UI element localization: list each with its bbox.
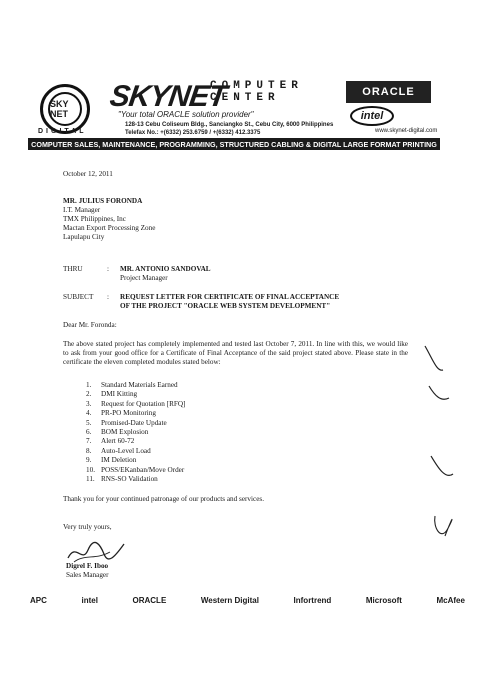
recipient-block <box>63 197 155 242</box>
recipient-name: MR. JULIUS FORONDA <box>63 197 143 205</box>
company-tagline: "Your total ORACLE solution provider" <box>118 110 254 119</box>
module-number: 8. <box>86 446 92 455</box>
subject-label: SUBJECT <box>63 293 94 301</box>
module-item <box>86 381 185 390</box>
module-item <box>86 428 185 437</box>
address-line-2: Telefax No.: +(6332) 253.6759 / +(6332) 412.3375 <box>125 130 261 136</box>
partner-logo: Western Digital <box>200 595 259 605</box>
subject-line-1: REQUEST LETTER FOR CERTIFICATE OF FINAL ACCEPTANCE <box>120 293 340 301</box>
module-item <box>86 456 185 465</box>
module-label: Promised-Date Update <box>101 418 167 427</box>
website-link: www.skynet-digital.com <box>375 128 438 134</box>
partner-logo: intel <box>81 595 98 605</box>
module-number: 1. <box>86 381 92 389</box>
module-item <box>86 399 186 409</box>
module-item <box>86 390 185 399</box>
module-item <box>86 465 185 475</box>
thru-colon: : <box>107 265 109 273</box>
letter-date: October 12, 2011 <box>63 170 113 178</box>
address-line-1: 128-13 Cebu Coliseum Bldg., Sanciangko St., Cebu City, 6000 Philippines <box>125 122 334 128</box>
module-label: DMI Kitting <box>101 390 138 399</box>
module-number: 4. <box>86 409 92 418</box>
company-brand: SKYNET <box>107 80 229 113</box>
recipient-address-1: Mactan Export Processing Zone <box>63 224 156 232</box>
module-label: POSS/EKanban/Move Order <box>101 465 185 474</box>
module-number: 2. <box>86 390 92 399</box>
module-item <box>86 446 185 456</box>
digital-label: DIGITAL <box>38 128 87 135</box>
partner-logo: APC <box>30 595 47 605</box>
company-name <box>210 80 303 104</box>
module-label: RNS-SO Validation <box>101 475 158 484</box>
oracle-partner-logo: ORACLE <box>346 81 431 103</box>
module-label: Standard Materials Earned <box>101 381 178 389</box>
module-number: 9. <box>86 456 92 465</box>
body-paragraph: The above stated project has completely implemented and tested last October 7, 2011. In line with this, we would like to ask from your good office for a Certificate of Final Acceptance of the said project stated above. Please state in the certificate the eleven completed modules stated below: <box>63 340 408 367</box>
module-item <box>86 475 185 484</box>
closing-note: Thank you for your continued patronage of our products and services. <box>63 495 264 503</box>
thru-name: MR. ANTONIO SANDOVAL <box>120 265 211 273</box>
recipient-company: TMX Philippines, Inc <box>63 215 126 223</box>
thru-title: Project Manager <box>120 274 168 282</box>
signer-name: Digrel F. Iboo <box>66 562 109 570</box>
thru-block <box>120 265 211 283</box>
module-label: Alert 60-72 <box>101 437 135 446</box>
complimentary-close: Very truly yours, <box>63 523 112 531</box>
partner-logo: ORACLE <box>132 595 167 605</box>
partner-logos <box>30 590 465 610</box>
services-banner: COMPUTER SALES, MAINTENANCE, PROGRAMMING, STRUCTURED CABLING & DIGITAL LARGE FORMAT PRINTING <box>28 138 440 150</box>
intel-partner-logo: intel <box>350 106 394 126</box>
partner-logo: McAfee <box>436 595 465 605</box>
partner-logo: Microsoft <box>365 595 402 605</box>
subject-line-2: OF THE PROJECT "ORACLE WEB SYSTEM DEVELOPMENT" <box>120 302 331 310</box>
subject-block <box>120 293 339 311</box>
seal-text: SKY NET <box>48 92 82 126</box>
module-label: BOM Explosion <box>101 428 149 437</box>
module-label: PR-PO Monitoring <box>101 409 156 418</box>
margin-initials <box>415 340 465 560</box>
company-line-2: CENTER <box>210 92 280 104</box>
module-number: 3. <box>86 399 92 408</box>
module-number: 6. <box>86 428 92 437</box>
module-label: Request for Quotation [RFQ] <box>101 399 186 408</box>
recipient-address-2: Lapulapu City <box>63 233 105 241</box>
module-number: 11. <box>86 475 95 484</box>
salutation: Dear Mr. Foronda: <box>63 321 117 329</box>
company-line-1: COMPUTER <box>210 80 303 92</box>
company-seal <box>40 84 90 134</box>
module-item <box>86 437 185 446</box>
module-label: IM Deletion <box>101 456 137 465</box>
thru-label: THRU <box>63 265 83 273</box>
module-item <box>86 418 185 428</box>
signer-title: Sales Manager <box>66 571 109 579</box>
module-number: 5. <box>86 418 92 427</box>
recipient-title: I.T. Manager <box>63 206 101 214</box>
subject-colon: : <box>107 293 109 301</box>
company-address <box>125 121 333 137</box>
module-number: 10. <box>86 465 95 474</box>
module-item <box>86 409 185 418</box>
module-list <box>86 381 186 484</box>
module-number: 7. <box>86 437 92 446</box>
partner-logo: Infortrend <box>293 595 332 605</box>
module-label: Auto-Level Load <box>101 446 151 455</box>
